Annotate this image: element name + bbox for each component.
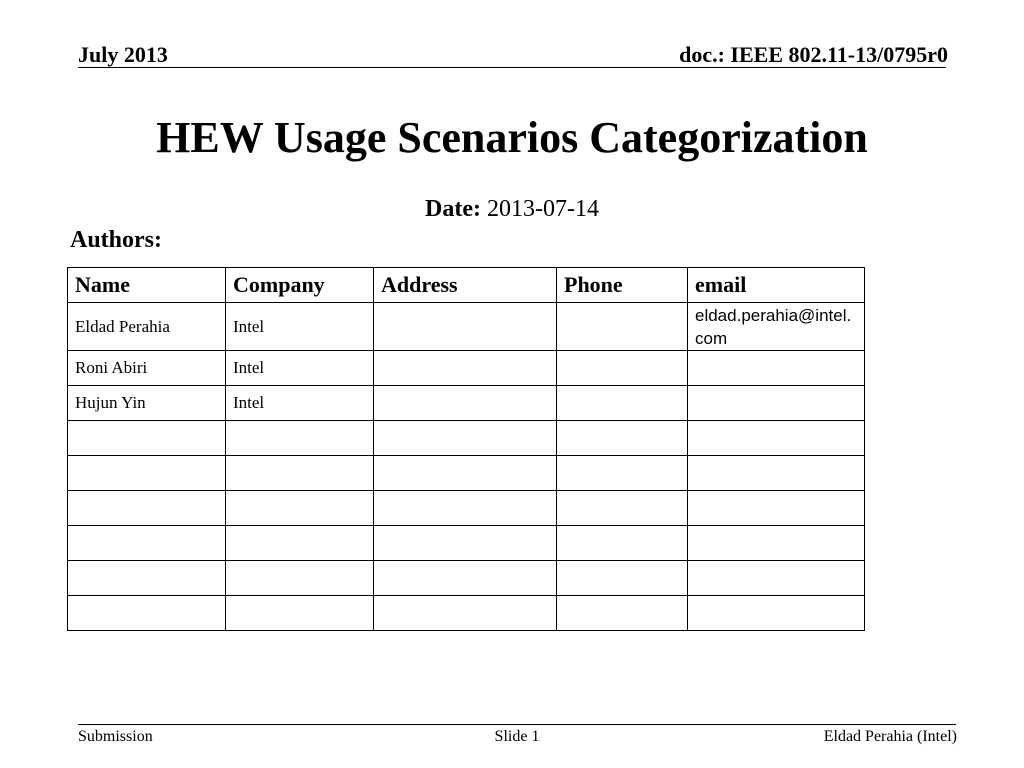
cell-company xyxy=(226,561,374,596)
date-value: 2013-07-14 xyxy=(486,196,599,222)
table-row xyxy=(68,526,865,561)
cell-email: eldad.perahia@intel.com xyxy=(688,303,865,351)
cell-name xyxy=(68,421,226,456)
cell-email xyxy=(688,596,865,631)
cell-phone xyxy=(557,456,688,491)
authors-table xyxy=(67,267,865,631)
cell-phone xyxy=(557,561,688,596)
cell-address xyxy=(374,386,557,421)
cell-phone xyxy=(557,303,688,351)
table-row xyxy=(68,386,865,421)
date-label: Date: xyxy=(425,196,481,222)
date-line xyxy=(0,196,1024,223)
cell-name xyxy=(68,596,226,631)
cell-name xyxy=(68,456,226,491)
table-header-row xyxy=(68,268,865,303)
cell-phone xyxy=(557,596,688,631)
cell-address xyxy=(374,421,557,456)
table-row xyxy=(68,351,865,386)
footer-slide-number: Slide 1 xyxy=(494,728,540,745)
footer-submission: Submission xyxy=(78,728,153,745)
cell-address xyxy=(374,596,557,631)
cell-email xyxy=(688,351,865,386)
cell-company: Intel xyxy=(226,303,374,351)
cell-company: Intel xyxy=(226,351,374,386)
column-header-company: Company xyxy=(226,268,374,303)
cell-company xyxy=(226,456,374,491)
cell-phone xyxy=(557,526,688,561)
cell-email xyxy=(688,421,865,456)
cell-email xyxy=(688,386,865,421)
cell-phone xyxy=(557,421,688,456)
cell-name: Hujun Yin xyxy=(68,386,226,421)
cell-company: Intel xyxy=(226,386,374,421)
cell-address xyxy=(374,561,557,596)
footer-author: Eldad Perahia (Intel) xyxy=(823,728,957,745)
cell-address xyxy=(374,303,557,351)
cell-address xyxy=(374,526,557,561)
table-row xyxy=(68,303,865,351)
header-divider xyxy=(78,67,946,68)
column-header-email: email xyxy=(688,268,865,303)
cell-phone xyxy=(557,386,688,421)
cell-name: Eldad Perahia xyxy=(68,303,226,351)
header-date: July 2013 xyxy=(78,42,168,67)
table-row xyxy=(68,596,865,631)
table-row xyxy=(68,491,865,526)
column-header-name: Name xyxy=(68,268,226,303)
cell-address xyxy=(374,351,557,386)
cell-address xyxy=(374,491,557,526)
cell-address xyxy=(374,456,557,491)
column-header-address: Address xyxy=(374,268,557,303)
cell-email xyxy=(688,456,865,491)
cell-company xyxy=(226,491,374,526)
cell-name xyxy=(68,561,226,596)
cell-phone xyxy=(557,351,688,386)
cell-phone xyxy=(557,491,688,526)
cell-email xyxy=(688,526,865,561)
cell-company xyxy=(226,526,374,561)
header-doc-id: doc.: IEEE 802.11-13/0795r0 xyxy=(679,42,948,67)
cell-name xyxy=(68,526,226,561)
slide-title: HEW Usage Scenarios Categorization xyxy=(156,113,868,162)
cell-name xyxy=(68,491,226,526)
cell-email xyxy=(688,561,865,596)
table-row xyxy=(68,421,865,456)
table-row xyxy=(68,456,865,491)
cell-company xyxy=(226,421,374,456)
cell-email xyxy=(688,491,865,526)
table-row xyxy=(68,561,865,596)
footer-divider xyxy=(78,724,956,725)
cell-company xyxy=(226,596,374,631)
authors-label: Authors: xyxy=(70,227,163,253)
cell-name: Roni Abiri xyxy=(68,351,226,386)
column-header-phone: Phone xyxy=(557,268,688,303)
